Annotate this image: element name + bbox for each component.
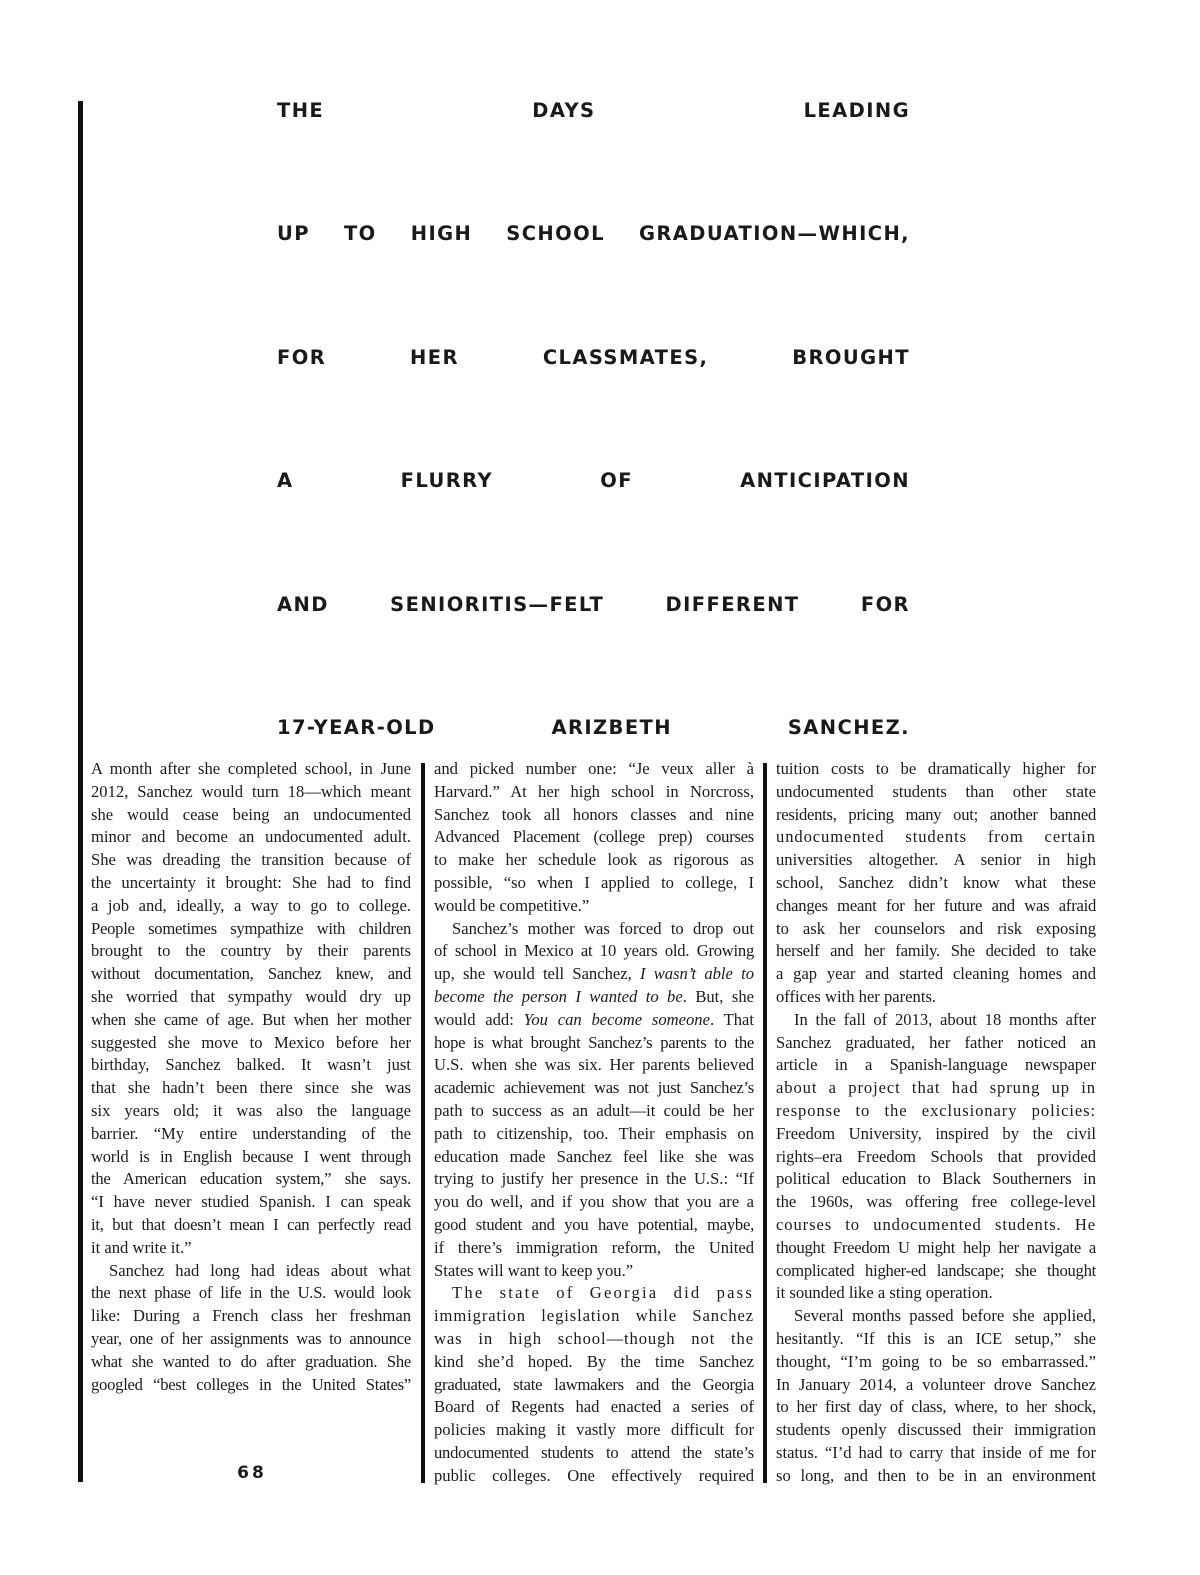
text-line: suggested she move to Mexico before her xyxy=(91,1032,411,1052)
body-column-2 xyxy=(434,758,754,1488)
headline-word: HIGH xyxy=(410,222,473,246)
headline-word: CLASSMATES, xyxy=(542,345,709,369)
text-run: . But, she xyxy=(682,986,754,1006)
text-line: Board of Regents had enacted a series of xyxy=(434,1397,754,1417)
text-line: States will want to keep you.” xyxy=(434,1260,634,1280)
text-line: to her first day of class, where, to her shock, xyxy=(776,1397,1096,1417)
headline-line xyxy=(277,592,910,616)
headline-word: SENIORITIS—FELT xyxy=(390,592,605,616)
text-line: it sounded like a sting operation. xyxy=(776,1283,993,1303)
text-line: Sanchez graduated, her father noticed an xyxy=(776,1032,1096,1052)
text-line: world is in English because I went through xyxy=(91,1146,411,1166)
text-line: thought, “I’m going to be so embarrassed.” xyxy=(776,1351,1096,1371)
text-line: students openly discussed their immigration xyxy=(776,1420,1096,1440)
text-line: kind she’d hoped. By the time Sanchez xyxy=(434,1351,754,1371)
text-line: to ask her counselors and risk exposing xyxy=(776,918,1096,938)
text-line: changes meant for her future and was afraid xyxy=(776,895,1096,915)
text-line: the next phase of life in the U.S. would look xyxy=(91,1283,411,1303)
text-line: hope is what brought Sanchez’s parents to the xyxy=(434,1032,754,1052)
text-line: Sanchez took all honors classes and nine xyxy=(434,804,754,824)
headline-word: 17-YEAR-OLD xyxy=(277,716,436,740)
text-line: would be competitive.” xyxy=(434,895,590,915)
text-line: rights–era Freedom Schools that provided xyxy=(776,1146,1096,1166)
body-column-3 xyxy=(776,758,1096,1488)
text-line: She was dreading the transition because of xyxy=(91,850,411,870)
text-line: “I have never studied Spanish. I can speak xyxy=(91,1192,411,1212)
text-line xyxy=(434,963,754,986)
text-line: the 1960s, was offering free college-level xyxy=(776,1192,1096,1212)
text-line: of school in Mexico at 10 years old. Growing xyxy=(434,941,754,961)
text-line: offices with her parents. xyxy=(776,986,937,1006)
headline-line xyxy=(277,345,910,369)
text-line: 2012, Sanchez would turn 18—which meant xyxy=(91,781,411,801)
text-line: undocumented students from certain xyxy=(776,827,1096,847)
column-2-rule xyxy=(421,763,425,1483)
text-line: complicated higher-ed landscape; she thought xyxy=(776,1260,1096,1280)
text-line: People sometimes sympathize with children xyxy=(91,918,411,938)
text-line: it, but that doesn’t mean I can perfectly read xyxy=(91,1214,411,1234)
text-line xyxy=(434,986,754,1009)
headline-line xyxy=(277,469,910,493)
text-line: the uncertainty it brought: She had to find xyxy=(91,872,411,892)
text-line: so long, and then to be in an environment xyxy=(776,1465,1096,1485)
text-line: article in a Spanish-language newspaper xyxy=(776,1055,1096,1075)
text-line: education made Sanchez feel like she was xyxy=(434,1146,754,1166)
italic-text: You can become someone xyxy=(523,1009,710,1029)
text-line: Advanced Placement (college prep) courses xyxy=(434,827,754,847)
text-line: response to the exclusionary policies: xyxy=(776,1100,1096,1120)
text-line: political education to Black Southerners in xyxy=(776,1169,1096,1189)
headline-word: FLURRY xyxy=(400,469,494,493)
text-line: if there’s immigration reform, the United xyxy=(434,1237,754,1257)
italic-text: I wasn’t able to xyxy=(639,964,754,984)
text-line: barrier. “My entire understanding of the xyxy=(91,1123,411,1143)
headline-word: TO xyxy=(343,222,377,246)
text-line: year, one of her assignments was to announce xyxy=(91,1328,411,1348)
text-line xyxy=(434,1009,754,1032)
headline-line xyxy=(277,222,910,246)
text-line: brought to the country by their parents xyxy=(91,941,411,961)
headline-word: ANTICIPATION xyxy=(740,469,910,493)
text-line: when she came of age. But when her mother xyxy=(91,1009,411,1029)
text-line: graduated, state lawmakers and the Georgia xyxy=(434,1374,754,1394)
body-column-1 xyxy=(91,758,411,1396)
text-line: about a project that had sprung up in xyxy=(776,1078,1096,1098)
text-line: she would cease being an undocumented xyxy=(91,804,411,824)
text-line: path to citizenship, too. Their emphasis on xyxy=(434,1123,754,1143)
left-vertical-rule xyxy=(78,101,83,1482)
text-line: tuition costs to be dramatically higher for xyxy=(776,759,1096,778)
text-line: was in high school—though not the xyxy=(434,1328,754,1348)
text-line: immigration legislation while Sanchez xyxy=(434,1306,754,1326)
text-line: Freedom University, inspired by the civil xyxy=(776,1123,1096,1143)
headline-word: ARIZBETH xyxy=(551,716,672,740)
text-line: and picked number one: “Je veux aller à xyxy=(434,759,754,778)
text-line: thought Freedom U might help her navigate a xyxy=(776,1237,1096,1257)
headline-word: BROUGHT xyxy=(792,345,910,369)
text-line: trying to justify her presence in the U.S.: “If xyxy=(434,1169,754,1189)
text-line: undocumented students to attend the state’s xyxy=(434,1442,754,1462)
text-line: a job and, ideally, a way to go to college. xyxy=(91,895,411,915)
text-line: courses to undocumented students. He xyxy=(776,1214,1096,1234)
headline-word: UP xyxy=(277,222,310,246)
headline-word: OF xyxy=(600,469,633,493)
text-line: residents, pricing many out; another banned xyxy=(776,804,1096,824)
headline-word: DAYS xyxy=(532,98,596,122)
text-line: googled “best colleges in the United States” xyxy=(91,1374,411,1394)
text-line: school, Sanchez didn’t know what these xyxy=(776,872,1096,892)
headline-line xyxy=(277,716,910,740)
text-line: herself and her family. She decided to take xyxy=(776,941,1096,961)
text-line: In January 2014, a volunteer drove Sanchez xyxy=(776,1374,1096,1394)
headline-word: A xyxy=(277,469,294,493)
text-line: minor and become an undocumented adult. xyxy=(91,827,411,847)
text-line: path to success as an adult—it could be her xyxy=(434,1100,754,1120)
text-line: Several months passed before she applied, xyxy=(794,1306,1096,1326)
text-line: The state of Georgia did pass xyxy=(452,1283,754,1303)
text-line: what she wanted to do after graduation. She xyxy=(91,1351,411,1371)
headline-line xyxy=(277,98,910,122)
text-line: public colleges. One effectively required xyxy=(434,1465,754,1485)
text-line: the American education system,” she says. xyxy=(91,1169,411,1189)
column-3-rule xyxy=(763,763,767,1483)
headline-word: SCHOOL xyxy=(506,222,605,246)
text-line: A month after she completed school, in June xyxy=(91,759,411,778)
text-line: good student and you have potential, maybe, xyxy=(434,1214,754,1234)
text-line: without documentation, Sanchez knew, and xyxy=(91,964,411,984)
text-line: six years old; it was also the language xyxy=(91,1100,411,1120)
text-line: Sanchez’s mother was forced to drop out xyxy=(452,918,754,938)
text-line: possible, “so when I applied to college, I xyxy=(434,872,754,892)
headline-word: THE xyxy=(277,98,325,122)
headline-word: AND xyxy=(277,592,329,616)
text-line: hesitantly. “If this is an ICE setup,” she xyxy=(776,1328,1096,1348)
headline-word: HER xyxy=(410,345,459,369)
text-line: birthday, Sanchez balked. It wasn’t just xyxy=(91,1055,411,1075)
text-line: Harvard.” At her high school in Norcross, xyxy=(434,781,754,801)
text-line: undocumented students than other state xyxy=(776,781,1096,801)
text-run: would add: xyxy=(434,1009,524,1029)
text-line: Sanchez had long had ideas about what xyxy=(109,1260,411,1280)
text-line: you do well, and if you show that you are a xyxy=(434,1192,754,1212)
text-line: status. “I’d had to carry that inside of me for xyxy=(776,1442,1096,1462)
text-line: she worried that sympathy would dry up xyxy=(91,986,411,1006)
italic-text: become the person I wanted to be xyxy=(434,986,683,1006)
headline-word: DIFFERENT xyxy=(665,592,800,616)
text-line: to make her schedule look as rigorous as xyxy=(434,850,754,870)
text-line: In the fall of 2013, about 18 months after xyxy=(794,1009,1096,1029)
headline-word: LEADING xyxy=(803,98,910,122)
text-line: it and write it.” xyxy=(91,1237,192,1257)
text-line: like: During a French class her freshman xyxy=(91,1306,411,1326)
text-run: up, she would tell Sanchez, xyxy=(434,964,640,984)
text-run: . That xyxy=(709,1009,755,1029)
headline-word: GRADUATION—WHICH, xyxy=(638,222,910,246)
text-line: U.S. when she was six. Her parents believed xyxy=(434,1055,754,1075)
text-line: universities altogether. A senior in high xyxy=(776,850,1096,870)
headline-word: SANCHEZ. xyxy=(787,716,910,740)
headline-word: FOR xyxy=(277,345,327,369)
headline-word: FOR xyxy=(860,592,910,616)
headline xyxy=(277,98,910,840)
text-line: academic achievement was not just Sanchez’s xyxy=(434,1078,754,1098)
text-line: policies making it vastly more difficult for xyxy=(434,1420,754,1440)
text-line: a gap year and started cleaning homes and xyxy=(776,964,1096,984)
page-number: 68 xyxy=(237,1463,267,1483)
text-line: that she hadn’t been there since she was xyxy=(91,1078,411,1098)
